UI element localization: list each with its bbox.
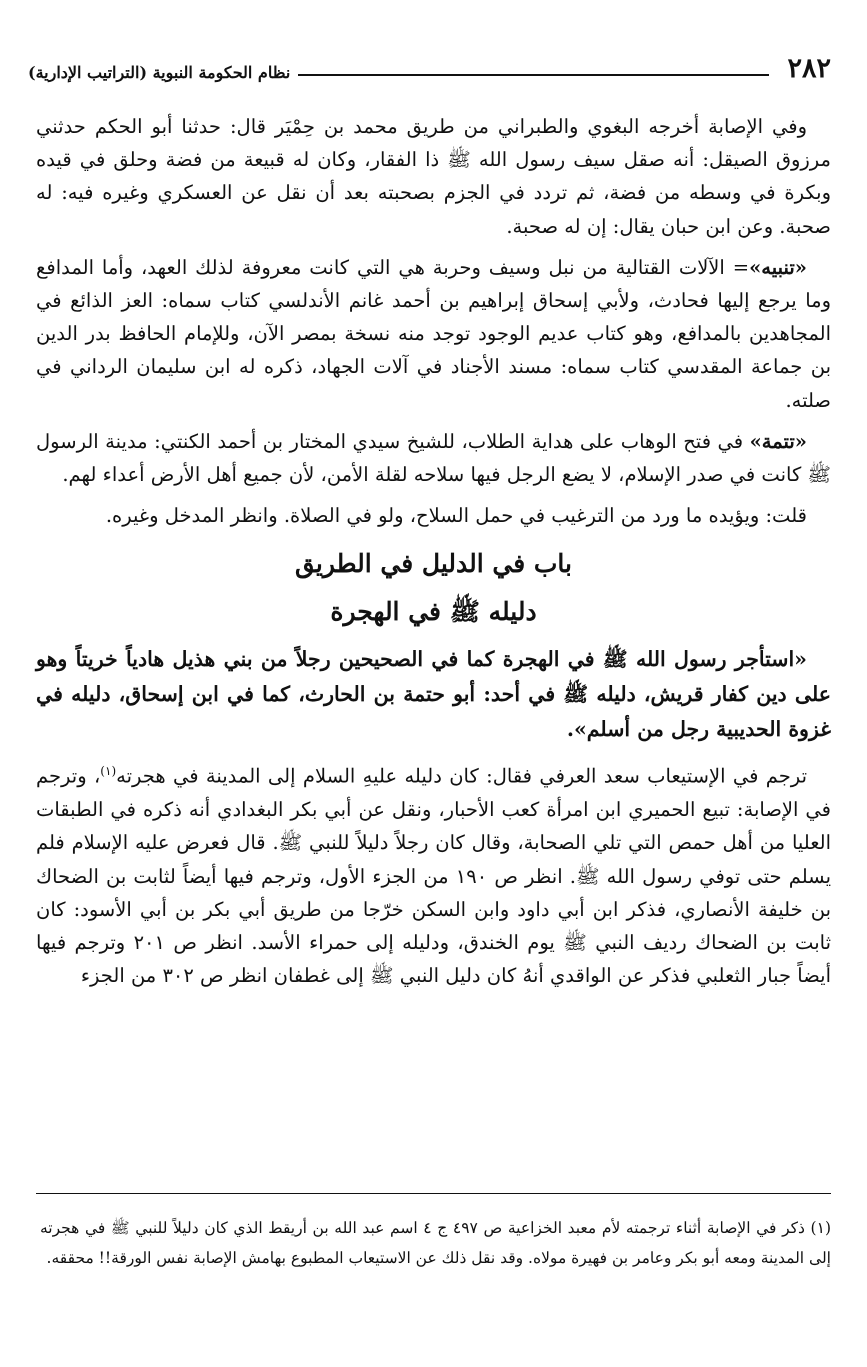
footnote-reference[interactable]: (١) bbox=[100, 764, 117, 779]
paragraph bbox=[36, 251, 831, 417]
running-title: نظام الحكومة النبوية (التراتيب الإدارية) bbox=[28, 63, 291, 82]
supplement-text: في فتح الوهاب على هداية الطلاب، للشيخ سيدي المختار بن أحمد الكنتي: مدينة الرسول ﷺ كانت في صدر الإسلام، لا يضع الرجل فيها سلاحه لقلة الأمن، لأن جميع أهل الأرض أعداء لهم. bbox=[36, 429, 831, 487]
section-heading: باب في الدليل في الطريق bbox=[295, 549, 572, 579]
section-subheading: دليله ﷺ في الهجرة bbox=[330, 597, 537, 627]
page-header bbox=[28, 42, 831, 82]
paragraph bbox=[36, 425, 831, 491]
paragraph: وفي الإصابة أخرجه البغوي والطبراني من طريق محمد بن حِمْيَر قال: حدثنا أبو الحكم حدثني مرزوق الصيقل: أنه صقل سيف رسول الله ﷺ ذا الفقار، وكان له قبيعة من فضة وحلق في قيده وبكرة في وسطه من فضة، ثم تردد في الجزم بصحبته بعد أن نقل عن العسكري وغيره فيه: له صحبة. وعن ابن حبان يقال: إن له صحبة. bbox=[36, 115, 831, 238]
footnote: (١) ذكر في الإصابة أثناء ترجمته لأم معبد الخزاعية ص ٤٩٧ ج ٤ اسم عبد الله بن أريقط الذي كان دليلاً للنبي ﷺ في هجرته إلى المدينة ومعه أبو بكر وعامر بن فهيرة مولاه. وقد نقل ذلك عن الاستيعاب المطبوع بهامش الإصابة نفس الورقة!! محققه. bbox=[40, 1219, 831, 1267]
paragraph: قلت: ويؤيده ما ورد من الترغيب في حمل السلاح، ولو في الصلاة. وانظر المدخل وغيره. bbox=[105, 504, 807, 528]
note-lead: «تنبيه» bbox=[749, 255, 807, 279]
paragraph-text: ترجم في الإستيعاب سعد العرفي فقال: كان دليله عليهِ السلام إلى المدينة في هجرته bbox=[116, 764, 807, 788]
note-text: = الآلات القتالية من نبل وسيف وحربة هي التي كانت معروفة لذلك العهد، وأما المدافع وما يرجع إليها فحادث، ولأبي إسحاق إبراهيم بن أحمد غانم الأندلسي كتاب سماه: العز الذائع في المجاهدين بالمدافع، وهو كتاب عديم الوجود توجد منه نسخة بمصر الآن، وللإمام الحافظ بدر الدين بن جماعة المقدسي كتاب سماه: مسند الأجناد في آلات الجهاد، ذكره له ابن سليمان الرداني في صلته. bbox=[36, 255, 831, 412]
footnote-divider bbox=[36, 1193, 831, 1194]
supplement-lead: «تتمة» bbox=[749, 429, 807, 453]
page-number: ٢٨٢ bbox=[787, 53, 831, 84]
main-text bbox=[36, 110, 831, 1000]
paragraph bbox=[36, 755, 831, 992]
header-rule bbox=[298, 74, 769, 76]
paragraph-text: ، وترجم في الإصابة: تبيع الحميري ابن امرأة كعب الأحبار، ونقل عن أبي بكر البغدادي أنه ذكره في الطبقات العليا من أهل حمص التي تلي الصحابة، وقال كان رجلاً دليلاً للنبي ﷺ. قال فعرض عليه الإسلام فلم يسلم حتى توفي رسول الله ﷺ. انظر ص ١٩٠ من الجزء الأول، وترجم فيها أيضاً لثابت بن الضحاك بن خليفة الأنصاري، فذكر ابن أبي داود وابن السكن خرّجا من طريق أبي بكر بن أبي الأسود: كان ثابت بن الضحاك رديف النبي ﷺ يوم الخندق، ودليله إلى حمراء الأسد. انظر ص ٢٠١ وترجم فيها أيضاً جبار الثعلبي فذكر عن الواقدي أنهُ كان دليل النبي ﷺ إلى غطفان انظر ص ٣٠٢ من الجزء bbox=[36, 764, 831, 988]
bold-quote: «استأجر رسول الله ﷺ في الهجرة كما في الصحيحين رجلاً من بني هذيل هادياً خريتاً وهو على دين كفار قريش، دليله ﷺ في أحد: أبو حتمة بن الحارث، كما في ابن إسحاق، دليله في غزوة الحديبية رجل من أسلم». bbox=[36, 647, 831, 742]
